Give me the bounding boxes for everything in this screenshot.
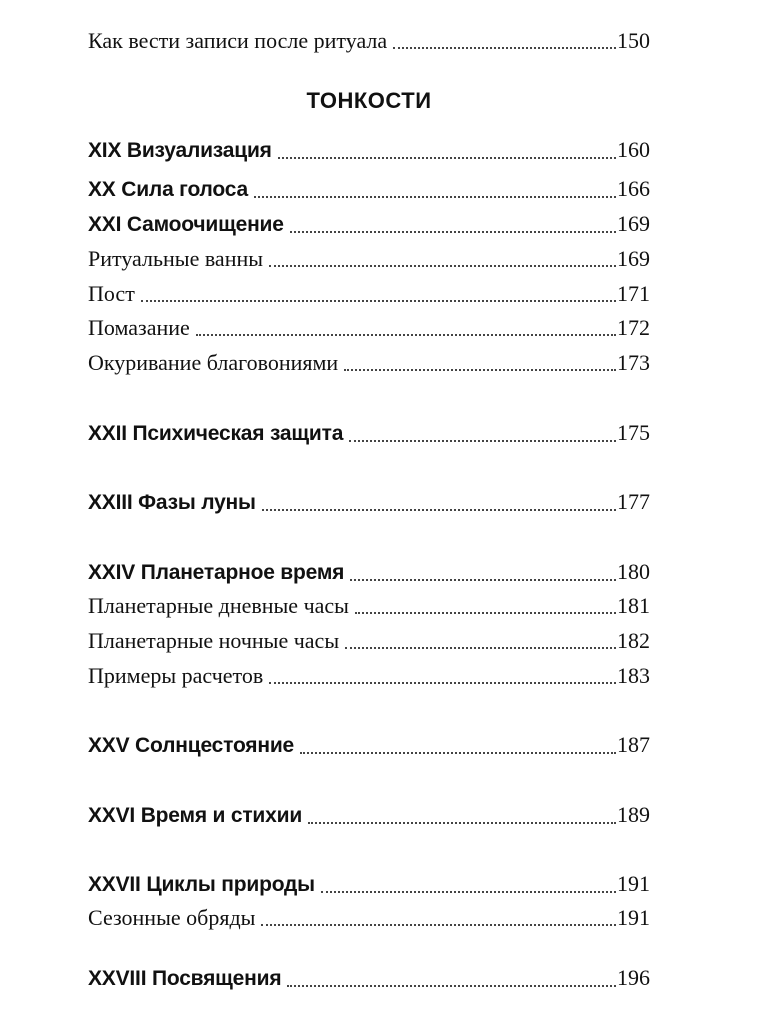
dot-leader bbox=[261, 924, 616, 926]
toc-entry-subsection[interactable] bbox=[88, 663, 650, 689]
section-heading: ТОНКОСТИ bbox=[306, 88, 432, 113]
toc-entry-page: 183 bbox=[617, 663, 650, 688]
toc-entry-page: 181 bbox=[617, 593, 650, 618]
dot-leader bbox=[262, 509, 616, 511]
toc-entry-subsection[interactable] bbox=[88, 628, 650, 654]
toc-entry-title: Ритуальные ванны bbox=[88, 246, 264, 271]
toc-entry-title: Планетарные дневные часы bbox=[88, 593, 349, 618]
toc-entry-subsection[interactable] bbox=[88, 593, 650, 619]
toc-entry-page: 177 bbox=[617, 489, 650, 514]
toc-entry-page: 196 bbox=[617, 965, 650, 990]
toc-entry-title: Пост bbox=[88, 281, 135, 306]
dot-leader bbox=[300, 752, 616, 754]
toc-entry-title: Примеры расчетов bbox=[88, 663, 264, 688]
toc-entry[interactable] bbox=[88, 28, 650, 54]
toc-entry-page: 172 bbox=[617, 315, 650, 340]
toc-entry-page: 169 bbox=[617, 211, 650, 236]
toc-entry-chapter[interactable] bbox=[88, 802, 650, 829]
toc-entry-title: Окуривание благовониями bbox=[88, 350, 339, 375]
dot-leader bbox=[344, 369, 616, 371]
toc-entry-page: 160 bbox=[617, 137, 650, 162]
toc-entry-subsection[interactable] bbox=[88, 315, 650, 341]
toc-entry-title: XXV Солнцестояние bbox=[88, 734, 295, 757]
toc-entry-title: Помазание bbox=[88, 315, 190, 340]
toc-entry-page: 189 bbox=[617, 802, 650, 827]
toc-entry-page: 173 bbox=[617, 350, 650, 375]
toc-entry-chapter[interactable] bbox=[88, 420, 650, 447]
toc-entry-title: XX Сила голоса bbox=[88, 178, 248, 201]
toc-entry-subsection[interactable] bbox=[88, 905, 650, 931]
toc-entry-chapter[interactable] bbox=[88, 871, 650, 898]
toc-entry-page: 180 bbox=[617, 559, 650, 584]
toc-entry-chapter[interactable] bbox=[88, 732, 650, 759]
toc-entry-page: 171 bbox=[617, 281, 650, 306]
dot-leader bbox=[321, 891, 616, 893]
toc-entry-subsection[interactable] bbox=[88, 281, 650, 307]
toc-entry-title: XIX Визуализация bbox=[88, 139, 272, 162]
toc-entry-title: XXVII Циклы природы bbox=[88, 873, 315, 896]
toc-entry-page: 166 bbox=[617, 176, 650, 201]
toc-entry-title: Сезонные обряды bbox=[88, 905, 256, 930]
toc-entry-title: Как вести записи после ритуала bbox=[88, 28, 388, 53]
toc-entry-chapter[interactable] bbox=[88, 965, 650, 992]
dot-leader bbox=[141, 300, 616, 302]
dot-leader bbox=[308, 822, 616, 824]
dot-leader bbox=[345, 647, 616, 649]
dot-leader bbox=[287, 985, 616, 987]
toc-entry-subsection[interactable] bbox=[88, 350, 650, 376]
toc-entry-page: 169 bbox=[617, 246, 650, 271]
toc-entry-chapter[interactable] bbox=[88, 137, 650, 164]
toc-entry-subsection[interactable] bbox=[88, 246, 650, 272]
dot-leader bbox=[254, 196, 616, 198]
dot-leader bbox=[278, 157, 616, 159]
toc-entry-page: 187 bbox=[617, 732, 650, 757]
toc-entry-title: XXIII Фазы луны bbox=[88, 491, 256, 514]
toc-entry-title: XXI Самоочищение bbox=[88, 213, 284, 236]
toc-entry-chapter[interactable] bbox=[88, 176, 650, 203]
toc-entry-title: XXVIII Посвящения bbox=[88, 967, 282, 990]
dot-leader bbox=[355, 612, 616, 614]
dot-leader bbox=[350, 579, 616, 581]
dot-leader bbox=[349, 440, 616, 442]
toc-entry-title: Планетарные ночные часы bbox=[88, 628, 340, 653]
toc-entry-chapter[interactable] bbox=[88, 559, 650, 586]
toc-entry-title: XXIV Планетарное время bbox=[88, 561, 345, 584]
toc-entry-title: XXVI Время и стихии bbox=[88, 804, 303, 827]
dot-leader bbox=[269, 682, 616, 684]
toc-entry-chapter[interactable] bbox=[88, 211, 650, 238]
dot-leader bbox=[196, 334, 616, 336]
toc-entry-page: 191 bbox=[617, 871, 650, 896]
dot-leader bbox=[290, 231, 616, 233]
toc-entry-chapter[interactable] bbox=[88, 489, 650, 516]
toc-entry-title: XXII Психическая защита bbox=[88, 422, 344, 445]
toc-entry-page: 191 bbox=[617, 905, 650, 930]
toc-entry-page: 182 bbox=[617, 628, 650, 653]
toc-entry-page: 150 bbox=[617, 28, 650, 53]
toc-entry-page: 175 bbox=[617, 420, 650, 445]
dot-leader bbox=[269, 265, 616, 267]
dot-leader bbox=[393, 47, 616, 49]
